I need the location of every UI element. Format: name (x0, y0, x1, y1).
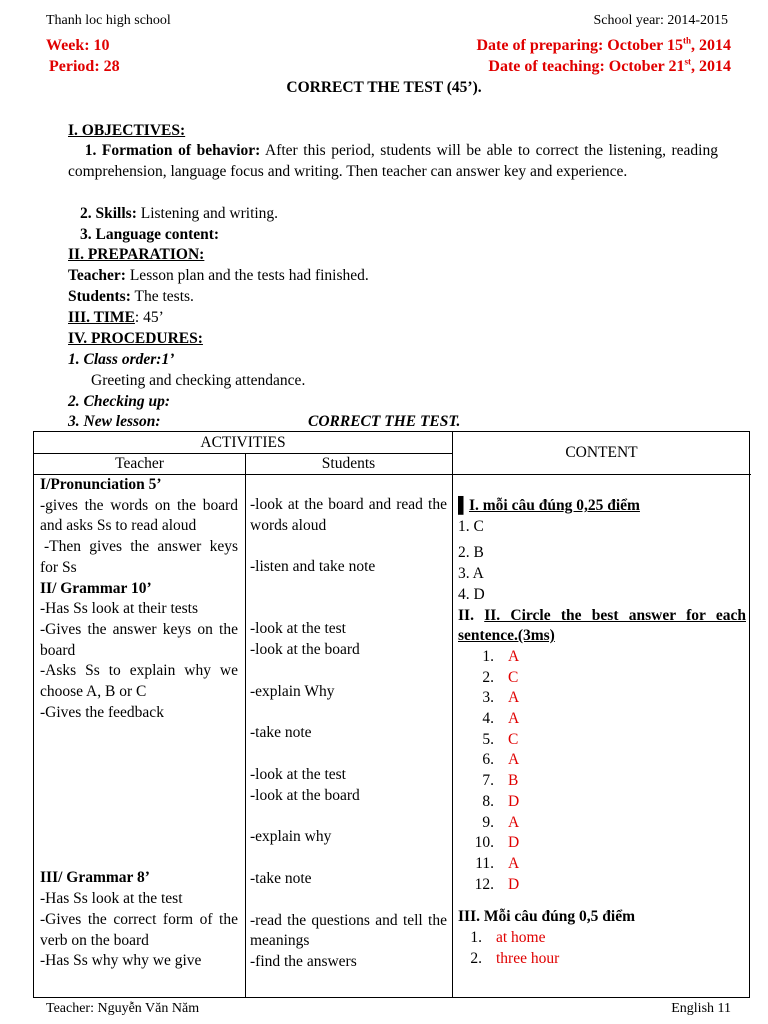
week-label: Week: 10 (46, 37, 110, 54)
students-header: Students (321, 455, 376, 472)
students-column (250, 495, 447, 973)
student-line: -look at the test (250, 765, 346, 783)
answer-line: 2. B (458, 544, 484, 562)
formation-of-behavior: 1. Formation of behavior: After this period, students will be able to correct the listening, reading comprehension, language focus and writing. Then teacher can answer key and experience. (68, 142, 718, 180)
class-order: 1. Class order:1’ (68, 351, 175, 368)
section-2-heading: II. II. Circle the best answer for each sentence.(3ms) (458, 606, 746, 645)
section-3-heading: III. Mỗi câu đúng 0,5 điểm (458, 908, 635, 926)
section-3-answers (458, 928, 746, 969)
objectives-heading: I. OBJECTIVES: (68, 122, 186, 139)
footer-subject: English 11 (671, 1001, 731, 1016)
student-line: -listen and take note (250, 558, 376, 576)
section-2-answers (458, 647, 746, 895)
student-line: -look at the board (250, 640, 360, 658)
time-line: III. TIME: 45’ (68, 309, 164, 326)
teacher-preparation: Teacher: Lesson plan and the tests had finished. (68, 267, 369, 284)
new-lesson: 3. New lesson: (68, 413, 161, 430)
answer-item: 7. B (482, 772, 519, 790)
answer-item: 1. at home (470, 929, 546, 947)
student-line: -explain why (250, 828, 332, 846)
class-order-text: Greeting and checking attendance. (91, 372, 306, 389)
teacher-line: -Has Ss look at their tests (40, 600, 198, 618)
students-preparation: Students: The tests. (68, 288, 194, 305)
teacher-line: II/ Grammar 10’ (40, 579, 152, 597)
student-line: -take note (250, 870, 312, 888)
skills-line: 2. Skills: Listening and writing. (80, 205, 279, 222)
period-label: Period: 28 (49, 58, 120, 75)
content-column (458, 496, 746, 969)
teacher-line: -Gives the answer keys on the board (40, 620, 238, 659)
date-teaching: Date of teaching: October 21st, 2014 (488, 56, 731, 75)
teacher-header: Teacher (115, 455, 164, 472)
language-content: 3. Language content: (80, 226, 220, 243)
answer-line: 3. A (458, 565, 484, 583)
section-1-heading: ▌I. mỗi câu đúng 0,25 điểm (458, 497, 640, 514)
procedures-heading: IV. PROCEDURES: (68, 330, 203, 347)
answer-item: 4. A (482, 710, 520, 728)
teacher-line: -Gives the feedback (40, 703, 164, 721)
answer-item: 3. A (482, 689, 520, 707)
answer-item: 8. D (482, 792, 520, 810)
activities-table (33, 431, 750, 998)
footer-teacher: Teacher: Nguyễn Văn Năm (46, 1001, 200, 1016)
student-line: -explain Why (250, 682, 335, 700)
student-line: -find the answers (250, 953, 357, 971)
activities-header: ACTIVITIES (200, 434, 286, 451)
teacher-line: -gives the words on the board and asks Ss to read aloud (40, 496, 238, 535)
student-line: -look at the board (250, 786, 360, 804)
student-line: -look at the test (250, 620, 346, 638)
answer-item: 2. three hour (470, 949, 560, 967)
student-line: -read the questions and tell the meanings (250, 911, 447, 950)
answer-item: 1. A (482, 647, 520, 665)
answer-item: 2. C (482, 668, 519, 686)
school-name: Thanh loc high school (46, 13, 171, 28)
student-line: -take note (250, 724, 312, 742)
answer-item: 11. A (475, 854, 520, 872)
student-line: -look at the board and read the words aloud (250, 496, 447, 534)
teacher-line: -Has Ss why why we give (40, 952, 202, 970)
answer-item: 12. D (474, 875, 520, 893)
school-year: School year: 2014-2015 (593, 13, 728, 28)
date-preparing: Date of preparing: October 15th, 2014 (476, 35, 731, 54)
teacher-line: III/ Grammar 8’ (40, 869, 150, 887)
answer-item: 5. C (482, 730, 519, 748)
answer-item: 6. A (482, 751, 520, 769)
answer-item: 10. D (474, 834, 520, 852)
teacher-line: -Asks Ss to explain why we choose A, B or C (40, 662, 238, 701)
teacher-line: -Gives the correct form of the verb on the board (40, 910, 238, 949)
page-title: CORRECT THE TEST (45’). (286, 79, 482, 96)
teacher-line: -Has Ss look at the test (40, 890, 183, 908)
new-lesson-title: CORRECT THE TEST. (308, 413, 461, 430)
preparation-heading: II. PREPARATION: (68, 246, 205, 263)
teacher-column (40, 475, 238, 972)
answer-item: 9. A (482, 813, 520, 831)
content-header: CONTENT (565, 444, 638, 461)
teacher-line: -Then gives the answer keys for Ss (40, 538, 238, 576)
checking-up: 2. Checking up: (68, 393, 171, 410)
teacher-line: I/Pronunciation 5’ (40, 476, 162, 493)
answer-line: 4. D (458, 585, 485, 603)
answer-line: 1. C (458, 517, 484, 535)
